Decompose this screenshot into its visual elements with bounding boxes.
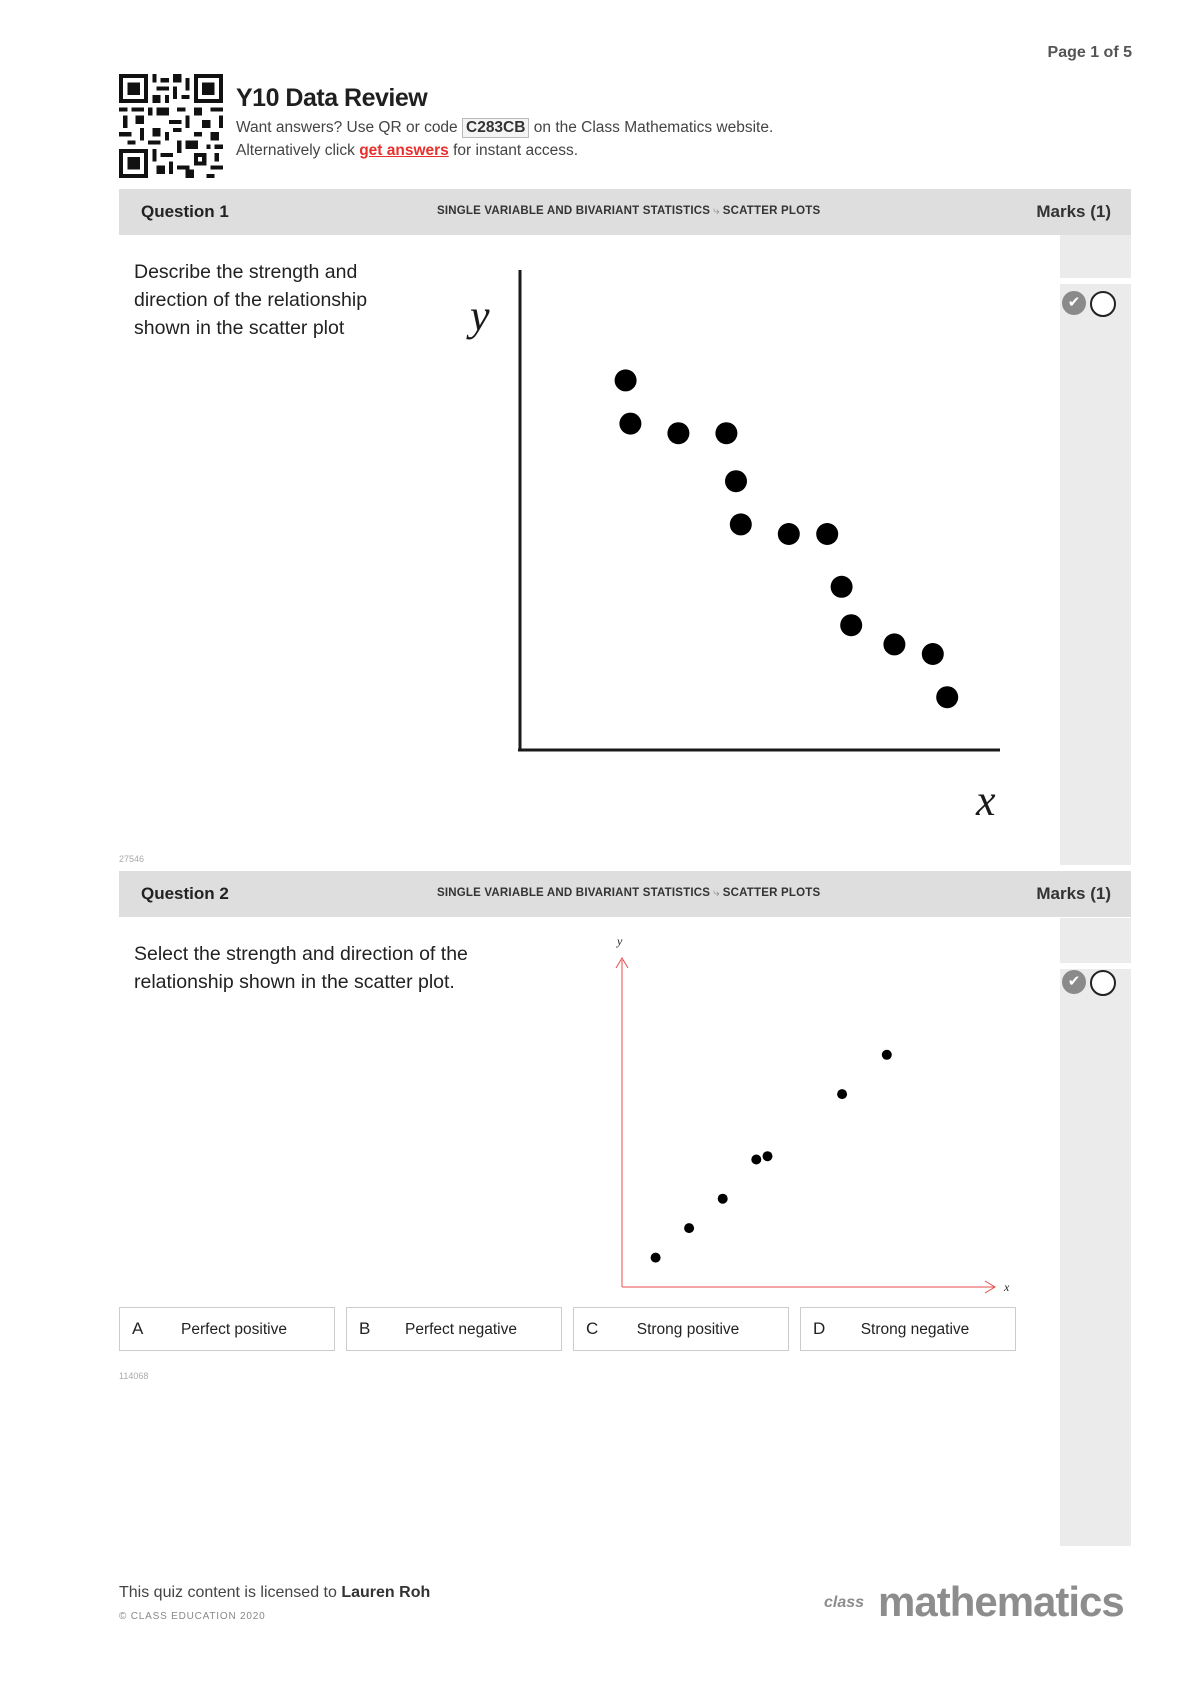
- option-a[interactable]: [119, 1307, 335, 1351]
- data-point: [936, 686, 958, 708]
- check-empty-icon[interactable]: [1090, 970, 1116, 996]
- get-answers-link[interactable]: get answers: [359, 142, 449, 159]
- data-point: [831, 576, 853, 598]
- option-b[interactable]: [346, 1307, 562, 1351]
- question-2-header: [119, 871, 1131, 917]
- check-correct-icon[interactable]: ✔: [1062, 970, 1086, 994]
- mark-toggle-q1[interactable]: [1060, 291, 1131, 317]
- mark-toggle-q2[interactable]: [1060, 970, 1131, 996]
- data-point: [883, 633, 905, 655]
- qr-code[interactable]: [119, 74, 223, 178]
- question-number: Question 2: [141, 884, 229, 903]
- subtopic-label: SCATTER PLOTS: [722, 205, 821, 217]
- page-number: Page 1 of 5: [1047, 44, 1132, 61]
- access-line-pre: Alternatively click: [236, 142, 355, 159]
- y-axis-label: y: [617, 934, 623, 948]
- breadcrumb-separator-icon: ⤷: [713, 887, 720, 899]
- scatter-plot-q1: [440, 250, 1030, 830]
- option-text: Perfect positive: [181, 1321, 287, 1338]
- answers-line-pre: Want answers? Use QR or code: [236, 119, 458, 136]
- data-point: [667, 422, 689, 444]
- answer-margin-q1: [1060, 235, 1131, 865]
- breadcrumb-separator-icon: ⤷: [713, 205, 720, 217]
- data-point: [651, 1253, 661, 1263]
- data-point: [725, 470, 747, 492]
- y-axis-label: y: [470, 291, 490, 340]
- data-point: [751, 1155, 761, 1165]
- option-text: Perfect negative: [404, 1321, 517, 1338]
- copyright: © CLASS EDUCATION 2020: [119, 1611, 266, 1622]
- scatter-plot-q2: [600, 930, 1020, 1300]
- answer-margin-q2: [1060, 918, 1131, 1546]
- data-point: [778, 523, 800, 545]
- subtopic-label: SCATTER PLOTS: [722, 887, 821, 899]
- margin-gap-q2: [1060, 963, 1131, 969]
- logo-mathematics-text: mathematics: [878, 1578, 1124, 1625]
- question-2-text: Select the strength and direction of the relationship shown in the scatter plot.: [134, 943, 468, 993]
- question-id: 27546: [119, 854, 145, 864]
- data-point: [763, 1151, 773, 1161]
- access-line-post: for instant access.: [453, 142, 579, 159]
- access-line: [236, 142, 578, 160]
- question-topic: [437, 205, 820, 218]
- license-line: [119, 1584, 430, 1602]
- data-point: [615, 369, 637, 391]
- answers-line: [236, 118, 773, 138]
- check-correct-icon[interactable]: ✔: [1062, 291, 1086, 315]
- license-text: This quiz content is licensed to: [119, 1584, 337, 1601]
- question-1-header: [119, 189, 1131, 235]
- option-d[interactable]: [800, 1307, 1016, 1351]
- question-id: 114068: [119, 1371, 149, 1381]
- data-point: [840, 614, 862, 636]
- data-point: [619, 413, 641, 435]
- x-axis-label: x: [976, 776, 996, 825]
- licensee-name: Lauren Roh: [341, 1584, 431, 1601]
- topic-label: SINGLE VARIABLE AND BIVARIANT STATISTICS: [437, 205, 711, 217]
- option-letter: B: [359, 1319, 371, 1338]
- data-point: [718, 1194, 728, 1204]
- question-1-text: Describe the strength and direction of the relationship shown in the scatter plot: [134, 261, 368, 339]
- option-letter: D: [813, 1319, 826, 1338]
- topic-label: SINGLE VARIABLE AND BIVARIANT STATISTICS: [437, 887, 711, 899]
- data-point: [730, 513, 752, 535]
- answer-code: C283CB: [462, 118, 529, 138]
- question-topic: [437, 887, 820, 900]
- data-point: [882, 1050, 892, 1060]
- quiz-title: Y10 Data Review: [236, 84, 428, 112]
- data-point: [922, 643, 944, 665]
- data-point: [715, 422, 737, 444]
- option-letter: A: [132, 1319, 144, 1338]
- option-c[interactable]: [573, 1307, 789, 1351]
- option-letter: C: [586, 1319, 599, 1338]
- option-text: Strong negative: [860, 1321, 970, 1338]
- question-marks: Marks (1): [1036, 884, 1111, 903]
- check-empty-icon[interactable]: [1090, 291, 1116, 317]
- question-number: Question 1: [141, 202, 229, 221]
- logo-class-text: class: [824, 1594, 865, 1611]
- data-point: [816, 523, 838, 545]
- data-point: [837, 1089, 847, 1099]
- option-text: Strong positive: [636, 1321, 740, 1338]
- data-point: [684, 1223, 694, 1233]
- answers-line-post: on the Class Mathematics website.: [533, 119, 774, 136]
- class-mathematics-logo: [822, 1578, 1132, 1634]
- x-axis-label: x: [1004, 1280, 1010, 1294]
- margin-gap-q1: [1060, 278, 1131, 284]
- question-marks: Marks (1): [1036, 202, 1111, 221]
